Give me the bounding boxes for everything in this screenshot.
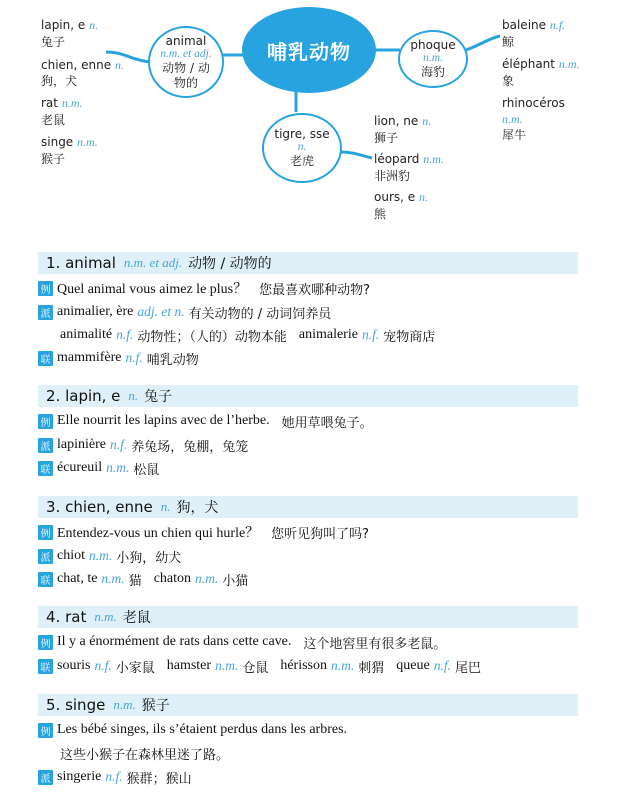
entry-related-animal: 联 mammifère n.f. 哺乳动物 bbox=[38, 348, 199, 368]
entry-related-chien: 联 chat, te n.m. 猫 chaton n.m. 小猫 bbox=[38, 569, 248, 589]
phoque-oval-word: phoque bbox=[410, 38, 456, 52]
entry-derived-animal-2: animalité n.f. 动物性；（人的）动物本能 animalerie n.f. 宠物商店 bbox=[60, 327, 436, 345]
entry-example-singe-zh: 这些小猴子在森林里迷了路。 bbox=[60, 747, 230, 763]
animal-oval-word: animal bbox=[165, 33, 207, 48]
center-topic: 哺乳动物 bbox=[242, 7, 376, 93]
entry-example-singe: 例 Les bébé singes, ils s’étaient perdus dans les arbres. bbox=[38, 720, 347, 740]
entry-related-rat: 联 souris n.f. 小家鼠 hamster n.m. 仓鼠 hérisson n.m. 刺猬 queue n.f. 尾巴 bbox=[38, 656, 481, 676]
left-word-rat: rat n.m. bbox=[41, 96, 83, 110]
entry-derived-singe: 派 singerie n.f. 猴群；猴山 bbox=[38, 767, 192, 787]
phoque-oval bbox=[398, 30, 468, 88]
entry-header-rat: 4. rat n.m. 老鼠 bbox=[38, 606, 578, 628]
related-badge: 联 bbox=[38, 572, 53, 587]
animal-oval bbox=[148, 26, 224, 98]
animal-oval-pos: n.m. et adj. bbox=[160, 47, 212, 60]
phoque-oval-zh: 海豹 bbox=[420, 65, 445, 79]
left-word-chien: chien, enne n. bbox=[41, 58, 124, 72]
derived-badge: 派 bbox=[38, 770, 53, 785]
tigre-oval-pos: n. bbox=[297, 141, 307, 153]
bottom-word-ours: ours, e n. bbox=[374, 190, 428, 204]
entry-example-rat: 例 Il y a énormément de rats dans cette cave. 这个地窖里有很多老鼠。 bbox=[38, 632, 446, 652]
tigre-oval-word: tigre, sse bbox=[274, 127, 330, 141]
left-word-singe: singe n.m. bbox=[41, 135, 98, 149]
animal-oval-zh2: 物的 bbox=[173, 75, 198, 90]
left-word-chien-zh: 狗，犬 bbox=[41, 74, 78, 88]
entry-header-animal: 1. animal n.m. et adj. 动物 / 动物的 bbox=[38, 252, 578, 274]
bottom-word-lion-zh: 狮子 bbox=[374, 131, 399, 145]
related-badge: 联 bbox=[38, 351, 53, 366]
related-badge: 联 bbox=[38, 659, 53, 674]
right-word-baleine-zh: 鲸 bbox=[502, 35, 515, 49]
left-word-lapin-zh: 兔子 bbox=[41, 35, 66, 49]
derived-badge: 派 bbox=[38, 549, 53, 564]
bottom-word-ours-zh: 熊 bbox=[374, 207, 387, 221]
animal-oval-zh1: 动物 / 动 bbox=[162, 60, 210, 75]
entry-header-singe: 5. singe n.m. 猴子 bbox=[38, 694, 578, 716]
example-badge: 例 bbox=[38, 525, 53, 540]
example-badge: 例 bbox=[38, 414, 53, 429]
entry-related-lapin: 联 écureuil n.m. 松鼠 bbox=[38, 458, 159, 478]
left-word-singe-zh: 猴子 bbox=[41, 152, 66, 166]
tigre-oval-zh: 老虎 bbox=[289, 154, 314, 168]
right-word-elephant: éléphant n.m. bbox=[502, 57, 580, 71]
tigre-oval bbox=[262, 113, 342, 183]
right-word-rhinoceros-zh: 犀牛 bbox=[502, 128, 527, 142]
right-word-rhinoceros: rhinocéros bbox=[502, 96, 565, 110]
entry-header-lapin: 2. lapin, e n. 兔子 bbox=[38, 385, 578, 407]
right-word-rhinoceros-pos: n.m. bbox=[502, 112, 523, 126]
phoque-oval-pos: n.m. bbox=[423, 52, 443, 64]
left-word-rat-zh: 老鼠 bbox=[41, 113, 66, 127]
derived-badge: 派 bbox=[38, 438, 53, 453]
example-badge: 例 bbox=[38, 635, 53, 650]
left-word-lapin: lapin, e n. bbox=[41, 18, 99, 32]
entry-derived-animal: 派 animalier, ère adj. et n. 有关动物的 / 动词饲养员 bbox=[38, 302, 331, 322]
bottom-word-lion: lion, ne n. bbox=[374, 114, 432, 128]
related-badge: 联 bbox=[38, 461, 53, 476]
entry-derived-lapin: 派 lapinière n.f. 养兔场，兔棚，兔笼 bbox=[38, 435, 248, 455]
example-badge: 例 bbox=[38, 281, 53, 296]
example-badge: 例 bbox=[38, 723, 53, 738]
entry-example-chien: 例 Entendez-vous un chien qui hurle？ 您听见狗叫了吗? bbox=[38, 522, 369, 542]
bottom-word-leopard-zh: 非洲豹 bbox=[374, 169, 411, 183]
entry-example-lapin: 例 Elle nourrit les lapins avec de l’herbe. 她用草喂兔子。 bbox=[38, 411, 373, 431]
derived-badge: 派 bbox=[38, 305, 53, 320]
entry-example-animal: 例 Quel animal vous aimez le plus？ 您最喜欢哪种动物? bbox=[38, 278, 370, 298]
bottom-word-leopard: léopard n.m. bbox=[374, 152, 444, 166]
right-word-elephant-zh: 象 bbox=[502, 74, 515, 88]
right-word-baleine: baleine n.f. bbox=[502, 18, 566, 32]
entry-header-chien: 3. chien, enne n. 狗，犬 bbox=[38, 496, 578, 518]
entry-derived-chien: 派 chiot n.m. 小狗，幼犬 bbox=[38, 546, 181, 566]
